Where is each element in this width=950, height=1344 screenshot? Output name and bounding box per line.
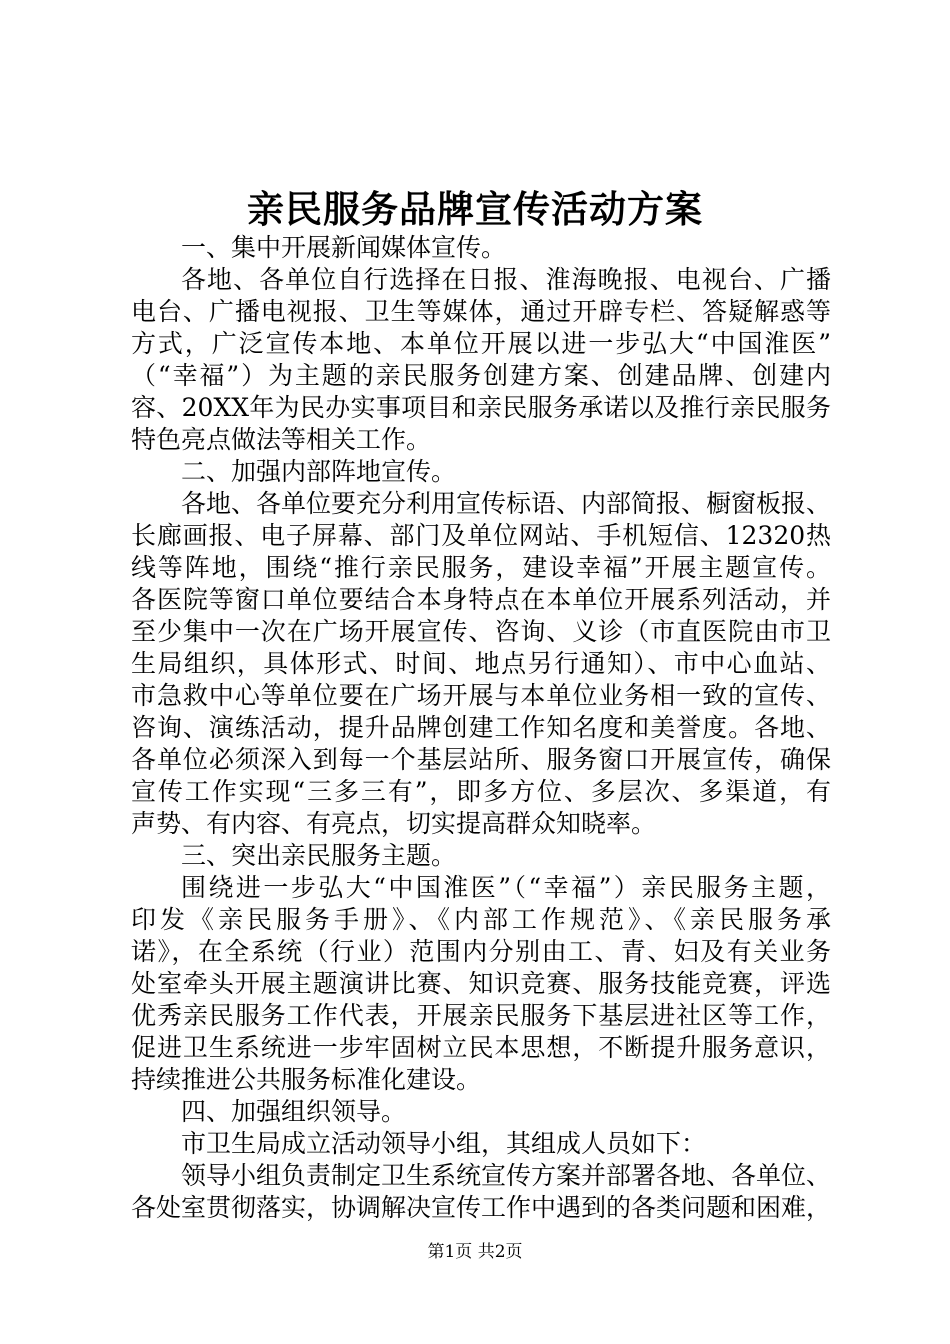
body-line: 四、加强组织领导。 (181, 1097, 407, 1126)
body-line: 市卫生局成立活动领导小组，其组成人员如下： (181, 1129, 707, 1158)
body-line: 至少集中一次在广场开展宣传、咨询、义诊（市直医院由市卫 (131, 617, 831, 646)
body-line: 容、20XX年为民办实事项目和亲民服务承诺以及推行亲民服务 (131, 393, 831, 422)
body-line: 处室牵头开展主题演讲比赛、知识竞赛、服务技能竞赛，评选 (131, 969, 831, 998)
body-line: 一、集中开展新闻媒体宣传。 (181, 233, 507, 262)
body-line: 诺》，在全系统（行业）范围内分别由工、青、妇及有关业务 (131, 937, 831, 966)
body-line: 方式，广泛宣传本地、本单位开展以进一步弘大“中国淮医” (131, 329, 831, 358)
body-line: 特色亮点做法等相关工作。 (131, 425, 432, 454)
body-line: 咨询、演练活动，提升品牌创建工作知名度和美誉度。各地、 (131, 713, 831, 742)
document-body (131, 232, 831, 1224)
body-line: 市急救中心等单位要在广场开展与本单位业务相一致的宣传、 (131, 681, 831, 710)
body-line: 各医院等窗口单位要结合本身特点在本单位开展系列活动，并 (131, 585, 831, 614)
body-line: 长廊画报、电子屏幕、部门及单位网站、手机短信、12320热 (131, 521, 831, 550)
body-line: 印发《亲民服务手册》、《内部工作规范》、《亲民服务承 (131, 905, 831, 934)
body-line: 各处室贯彻落实，协调解决宣传工作中遇到的各类问题和困难， (131, 1193, 832, 1222)
body-line: 领导小组负责制定卫生系统宣传方案并部署各地、各单位、 (181, 1161, 832, 1190)
body-line: 各单位必须深入到每一个基层站所、服务窗口开展宣传，确保 (131, 745, 831, 774)
body-line: 声势、有内容、有亮点，切实提高群众知晓率。 (131, 809, 657, 838)
body-line: 围绕进一步弘大“中国淮医”（“幸福”）亲民服务主题， (181, 873, 831, 902)
body-line: 电台、广播电视报、卫生等媒体，通过开辟专栏、答疑解惑等 (131, 297, 831, 326)
body-line: 宣传工作实现“三多三有”，即多方位、多层次、多渠道，有 (131, 777, 831, 806)
body-line: 生局组织，具体形式、时间、地点另行通知）、市中心血站、 (131, 649, 831, 678)
body-line: 促进卫生系统进一步牢固树立民本思想，不断提升服务意识， (131, 1033, 831, 1062)
document-title: 亲民服务品牌宣传活动方案 (247, 187, 703, 231)
body-line: 线等阵地，围绕“推行亲民服务，建设幸福”开展主题宣传。 (131, 553, 831, 582)
body-line: 各地、各单位要充分利用宣传标语、内部简报、橱窗板报、 (181, 489, 832, 518)
body-line: 各地、各单位自行选择在日报、淮海晚报、电视台、广播 (181, 265, 831, 294)
body-line: 三、突出亲民服务主题。 (181, 841, 457, 870)
page-footer: 第1页 共2页 (427, 1242, 523, 1262)
body-line: 持续推进公共服务标准化建设。 (131, 1065, 482, 1094)
body-line: （“幸福”）为主题的亲民服务创建方案、创建品牌、创建内 (131, 361, 831, 390)
body-line: 优秀亲民服务工作代表，开展亲民服务下基层进社区等工作， (131, 1001, 831, 1030)
body-line: 二、加强内部阵地宣传。 (181, 457, 457, 486)
